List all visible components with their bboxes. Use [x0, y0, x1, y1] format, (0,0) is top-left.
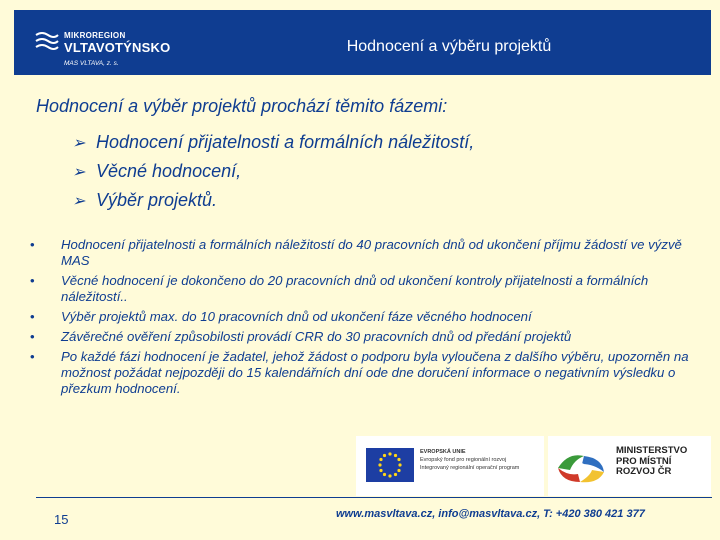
header-bar	[14, 10, 711, 75]
eu-flag-icon	[366, 448, 414, 482]
detail-list	[30, 237, 700, 401]
phase-label: Výběr projektů.	[96, 190, 218, 210]
phase-item	[72, 157, 474, 186]
phase-label: Hodnocení přijatelnosti a formálních náležitostí,	[96, 132, 475, 152]
mmr-logo-line2: PRO MÍSTNÍ	[616, 455, 672, 467]
bullet-icon: •	[30, 237, 35, 252]
phase-label: Věcné hodnocení,	[96, 161, 242, 181]
logo-text-line3: MAS VLTAVA, z. s.	[64, 60, 119, 67]
detail-text: Výběr projektů max. do 10 pracovních dnů od ukončení fáze věcného hodnocení	[61, 309, 532, 324]
detail-text: Věcné hodnocení je dokončeno do 20 pracovních dnů od ukončení kontroly přijatelnosti a formálních náležitostí..	[61, 273, 649, 304]
detail-item	[30, 309, 700, 325]
detail-text: Po každé fázi hodnocení je žadatel, jehož žádost o podporu byla vyloučena z dalšího výběru, upozorněn na možnost požádat nejpozději do 15 kalendářních dní ode dne doručení informace o negativním výsledku o přezkum hodnocení.	[61, 349, 689, 396]
mmr-logo-line1: MINISTERSTVO	[616, 445, 688, 456]
eu-logo-head: EVROPSKÁ UNIE	[420, 449, 466, 455]
arrow-bullet-icon: ➢	[72, 192, 86, 210]
logo-text-line2: VLTAVOTÝNSKO	[64, 40, 171, 55]
detail-item	[30, 237, 700, 269]
mmr-logo	[548, 436, 711, 496]
footer-contact: www.masvltava.cz, info@masvltava.cz, T: +420 380 421 377	[336, 508, 645, 520]
phase-list	[72, 128, 474, 215]
mikroregion-logo	[34, 28, 184, 70]
logo-text-line1: MIKROREGION	[64, 31, 126, 40]
bullet-icon: •	[30, 309, 35, 324]
arrow-bullet-icon: ➢	[72, 163, 86, 181]
mmr-logo-line3: ROZVOJ ČR	[616, 466, 672, 477]
detail-text: Závěrečné ověření způsobilosti provádí CRR do 30 pracovních dnů od předání projektů	[61, 329, 572, 344]
arrow-bullet-icon: ➢	[72, 134, 86, 152]
slide-title: Hodnocení a výběru projektů	[346, 38, 552, 55]
mmr-logo-icon	[554, 448, 608, 486]
page-number: 15	[54, 512, 69, 527]
river-logo-icon	[34, 28, 60, 54]
footer-divider	[36, 497, 712, 498]
detail-item	[30, 329, 700, 345]
bullet-icon: •	[30, 329, 35, 344]
detail-text: Hodnocení přijatelnosti a formálních náležitostí do 40 pracovních dnů od ukončení příjmu žádostí ve výzvě MAS	[61, 237, 682, 268]
eu-logo	[356, 436, 544, 496]
eu-logo-line3: Integrovaný regionální operační program	[420, 465, 520, 471]
lead-text: Hodnocení a výběr projektů prochází těmito fázemi:	[36, 96, 448, 116]
eu-logo-line2: Evropský fond pro regionální rozvoj	[420, 457, 507, 463]
phase-item	[72, 128, 474, 157]
detail-item	[30, 273, 700, 305]
bullet-icon: •	[30, 273, 35, 288]
detail-item	[30, 349, 700, 397]
bullet-icon: •	[30, 349, 35, 364]
phase-item	[72, 186, 474, 215]
